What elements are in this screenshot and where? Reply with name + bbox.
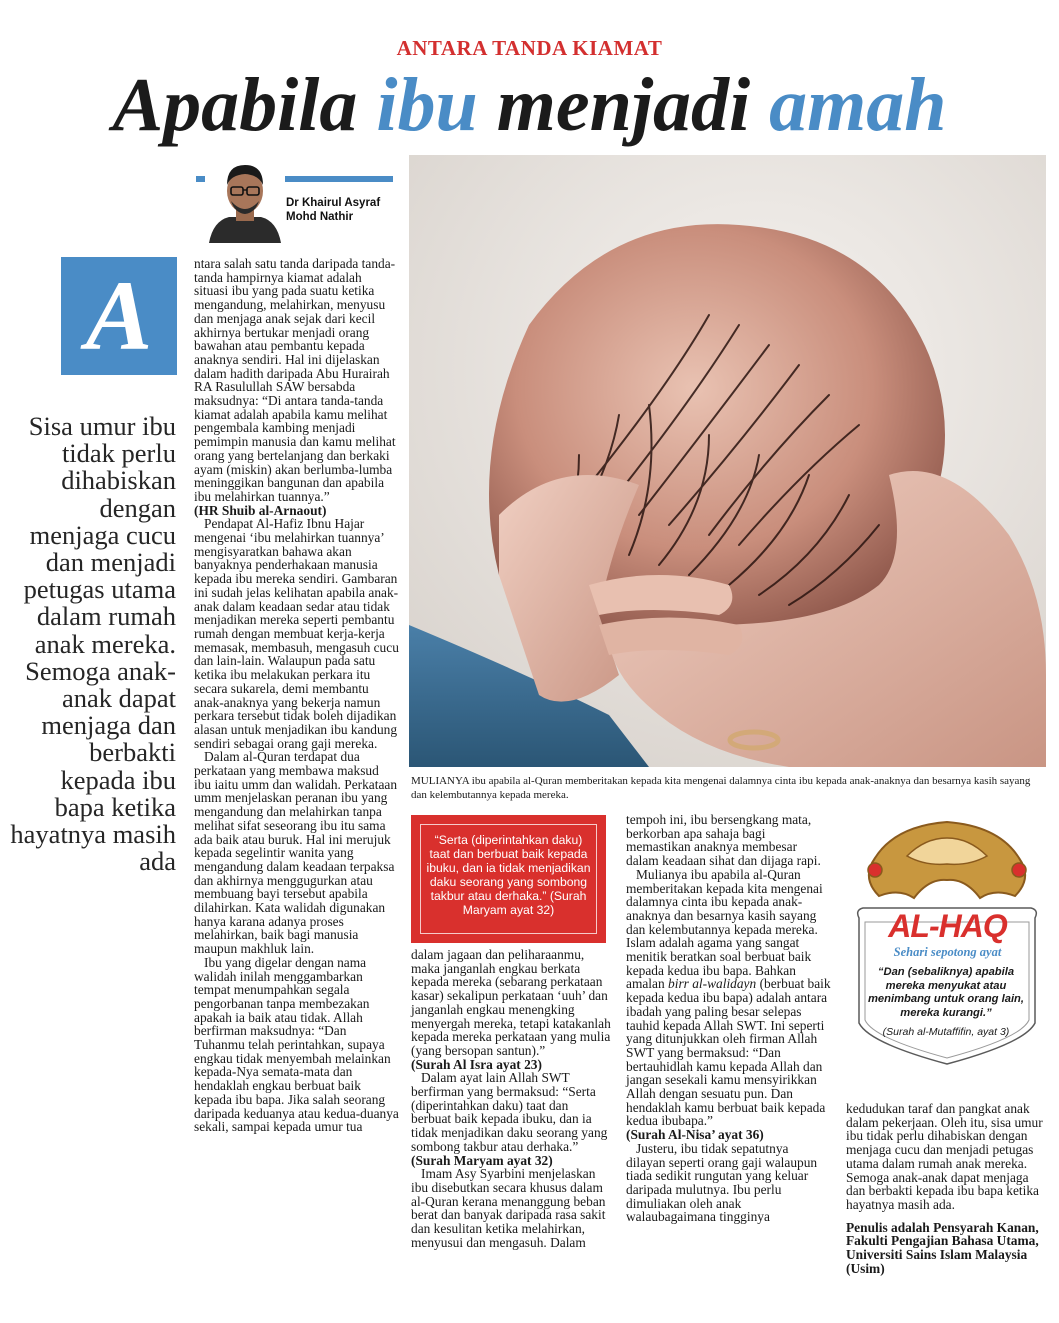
column-3	[626, 813, 831, 1224]
photo-caption: MULIANYA ibu apabila al-Quran memberitakan kepada kita mengenai dalamnya cinta ibu kepada anak-anaknya dan besarnya kasih sayang dan kelembutannya kepada mereka.	[411, 775, 1031, 801]
headline-word-3: menjadi	[477, 63, 770, 147]
al-haq-title: AL-HAQ	[888, 908, 1007, 944]
column-4	[846, 1102, 1046, 1275]
column-2	[411, 948, 611, 1249]
col1-paragraph-1: ntara salah satu tanda daripada tanda-tanda hampirnya kiamat adalah situasi ibu yang pada suatu ketika mengandung, melahirkan, menyusu dan menjaga anak sejak dari kecil akhirnya bertukar menjadi orang bawahan atau pembantu kepada anaknya sendiri. Hal ini dijelaskan dalam hadith daripada Abu Hurairah RA Rasulullah SAW bersabda maksudnya: “Di antara tanda-tanda kiamat adalah apabila kamu melihat pengembala kambing menjadi pemimpin manusia dan kamu melihat orang yang bertelanjang dan berkaki ayam (miskin) akan berlumba-lumba meninggikan bangunan dan apabila ibu melahirkan tuannya.”	[194, 256, 396, 504]
al-haq-reference: (Surah al-Mutaffifin, ayat 3)	[882, 1026, 1010, 1038]
main-photo	[409, 155, 1046, 767]
col3-paragraph-2a: Mulianya ibu apabila al-Quran memberitakan kepada kita mengenai dalamnya cinta ibu kepada anak-anaknya dan besarnya kasih sayang dan kelembutannya kepada mereka. Islam adalah agama yang sangat menitik beratkan soal berbuat baik kepada kedua ibu bapa. Bahkan amalan	[626, 866, 823, 992]
col3-source-1: (Surah Al-Nisa’ ayat 36)	[626, 1127, 764, 1143]
col1-source-1: (HR Shuib al-Arnaout)	[194, 502, 327, 518]
headline-word-1: Apabila	[112, 63, 377, 147]
al-haq-quote: “Dan (sebaliknya) apabila mereka menyukat atau menimbang untuk orang lain, mereka kurangi.”	[867, 966, 1024, 1019]
pull-quote: Sisa umur ibu tidak perlu dihabiskan dengan menjaga cucu dan menjadi petugas utama dalam rumah anak mereka. Semoga anak-anak dapat menjaga dan berbakti kepada ibu bapa ketika hayatnya masih ada	[10, 411, 176, 877]
headline-word-2: ibu	[376, 63, 478, 147]
author-name	[286, 196, 396, 224]
author-name-line-1: Dr Khairul Asyraf	[286, 197, 381, 209]
headline	[0, 60, 1059, 150]
col3-paragraph-2	[626, 868, 831, 1128]
quote-box-text: “Serta (diperintahkan daku) taat dan berbuat baik kepada ibuku, dan ia tidak menjadikan daku seorang yang sombong takbur atau derhaka.” (Surah Maryam ayat 32)	[420, 824, 597, 934]
col1-paragraph-4: Ibu yang digelar dengan nama walidah inilah menggambarkan tempat menumpahkan segala pengorbanan tanpa membezakan apakah ia baik atau tidak. Allah berfirman maksudnya: “Dan Tuhanmu telah perintahkan, supaya engkau tidak menyembah melainkan kepada-Nya semata-mata dan hendaklah engkau berbuat baik kepada ibu bapa. Jika salah seorang daripada keduanya atau kedua-duanya sekali, sampai kepada umur tua	[194, 954, 399, 1135]
writer-bio: Penulis adalah Pensyarah Kanan, Fakulti Pengajian Bahasa Utama, Universiti Sains Islam Malaysia (Usim)	[846, 1219, 1039, 1276]
headline-word-4: amah	[769, 63, 947, 147]
quote-box	[411, 815, 606, 943]
col2-paragraph-2: Dalam ayat lain Allah SWT berfirman yang bermaksud: “Serta (diperintahkan daku) taat dan berbuat baik kepada ibuku, dan ia tidak menjadikan daku seorang yang sombong takbur atau derhaka.”	[411, 1070, 608, 1154]
col1-paragraph-3: Dalam al-Quran terdapat dua perkataan yang membawa maksud ibu iaitu umm dan walidah. Perkataan umm menjelaskan peranan ibu yang mengandung dan melahirkan tanpa melihat sifat seseorang ibu itu sama ada baik atau buruk. Hal ini merujuk kepada segelintir wanita yang mengandung dalam keadaan terpaksa dan akhirnya menggugurkan atau membuang bayi tersebut apabila dilahirkan. Kata walidah digunakan hanya karana adanya proses melahirkan, baik bagi manusia maupun makhluk lain.	[194, 749, 398, 957]
column-1	[194, 257, 399, 1134]
col2-paragraph-3: Imam Asy Syarbini menjelaskan ibu disebutkan secara khusus dalam al-Quran kerana menanggung beban berat dan banyak daripada rasa sakit dan kesulitan ketika melahirkan, menyusui dan mengasuh. Dalam	[411, 1166, 606, 1250]
author-photo	[205, 155, 285, 243]
drop-cap: A	[61, 257, 177, 375]
author-name-line-2: Mohd Nathir	[286, 211, 354, 223]
col3-paragraph-3: Justeru, ibu tidak sepatutnya dilayan seperti orang gaji walaupun tiada sedikit rungutan yang keluar daripada mulutnya. Ibu perlu dimuliakan oleh anak walaubagaimana tingginya	[626, 1140, 818, 1225]
col1-paragraph-2: Pendapat Al-Hafiz Ibnu Hajar mengenai ‘ibu melahirkan tuannya’ mengisyaratkan bahawa akan banyaknya penderhakaan manusia kepada ibu mereka sendiri. Gambaran ini sudah jelas kelihatan apabila anak-anak dalam keadaan sedar atau tidak menjadikan mereka seperti pembantu rumah dengan membuat kerja-kerja memasak, membasuh, mengasuh cucu dan lain-lain. Walaupun pada satu ketika ibu melakukan perkara itu secara sukarela, demi membantu anak-anaknya yang bekerja namun perkara tersebut tidak boleh dijadikan alasan untuk menjadikan ibu kandung sendiri sebagai orang gaji mereka.	[194, 516, 399, 751]
col3-italic-term: birr al-walidayn	[668, 976, 757, 992]
col2-source-1: (Surah Al Isra ayat 23)	[411, 1056, 542, 1072]
col4-paragraph-1: kedudukan taraf dan pangkat anak dalam pekerjaan. Oleh itu, sisa umur ibu tidak perlu dihabiskan dengan menjaga cucu dan menjadi petugas utama dalam rumah anak mereka. Semoga anak-anak dapat menjaga dan berbakti kepada ibu bapa ketika hayatnya masih ada.	[846, 1101, 1043, 1212]
col3-paragraph-2b: (berbuat baik kepada kedua ibu bapa) adalah antara ibadah yang paling besar selepas tauhid kepada Allah SWT. Ini seperti yang ditunjukkan oleh firman Allah SWT yang bermaksud: “Dan bertauhidlah kamu kepada Allah dan jangan sesekali kamu mensyirikkan Allah dengan sesuatu pun. Dan hendaklah kamu berbuat baik kepada kedua ibubapa.”	[626, 976, 831, 1129]
col2-paragraph-1: dalam jagaan dan peliharaanmu, maka janganlah engkau berkata kepada mereka (sebarang perkataan kasar) sekalipun perkataan ‘uuh’ dan janganlah engkau menengking menyergah mereka, tetapi katakanlah kepada mereka perkataan yang mulia (yang bersopan santun).”	[411, 947, 611, 1058]
col3-paragraph-1: tempoh ini, ibu bersengkang mata, berkorban apa sahaja bagi memastikan anaknya membesar dalam keadaan sihat dan dijaga rapi.	[626, 812, 821, 869]
kicker: ANTARA TANDA KIAMAT	[396, 36, 663, 60]
col2-source-2: (Surah Maryam ayat 32)	[411, 1152, 553, 1168]
al-haq-subtitle: Sehari sepotong ayat	[893, 945, 1002, 959]
